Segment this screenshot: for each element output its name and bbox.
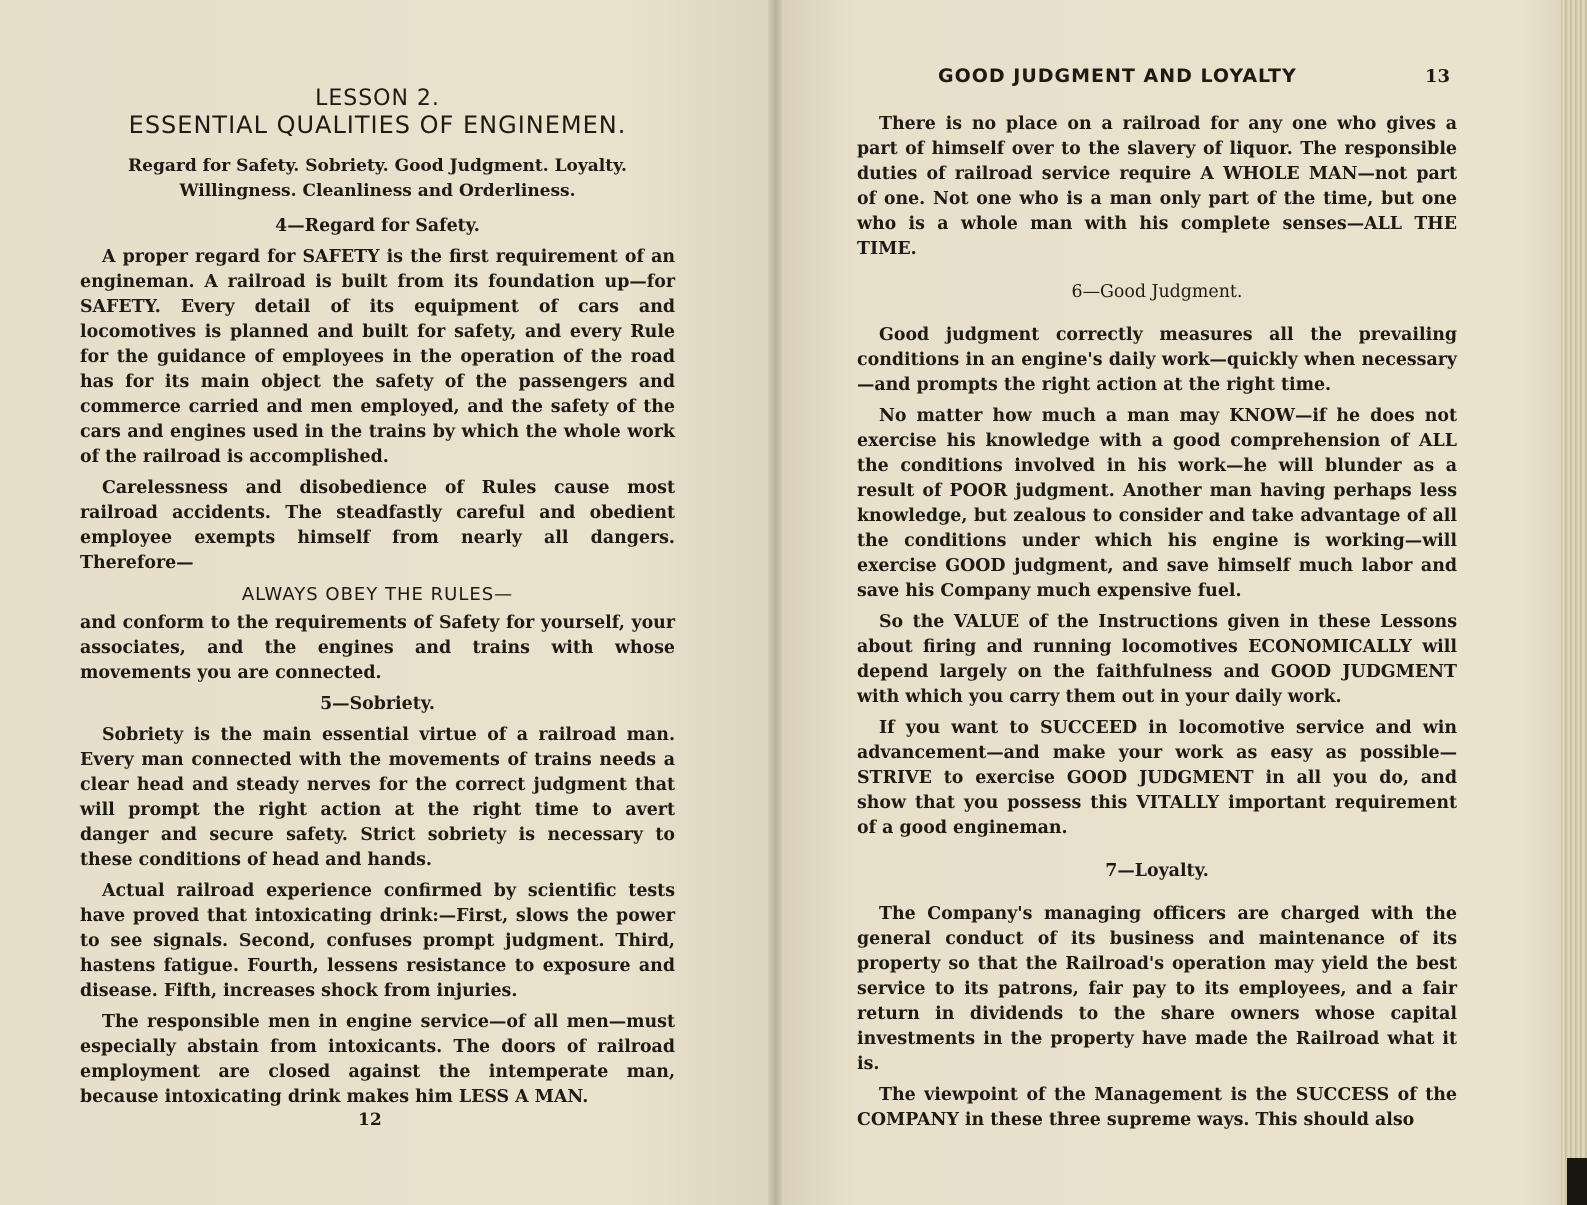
paragraph: There is no place on a railroad for any one who gives a part of himself over to the slavery of liquor. The responsible duties of railroad service require A WHOLE MAN—not part of one. Not one who is a man only part of the time, but one who is a whole man with his complete senses—ALL THE TIME. [857, 114, 1457, 259]
paragraph: Actual railroad experience confirmed by scientific tests have proved that intoxicating drink:—First, slows the power to see signals. Second, confuses prompt judgment. Third, hastens fatigue. Fourth, lessens resistance to exposure and disease. Fifth, increases shock from injuries. [80, 881, 675, 1001]
rules-banner: ALWAYS OBEY THE RULES— [241, 584, 514, 605]
running-head: GOOD JUDGMENT AND LOYALTY [938, 65, 1297, 87]
section-heading-safety: 4—Regard for Safety. [275, 216, 480, 236]
paragraph: No matter how much a man may KNOW—if he does not exercise his knowledge with a good comprehension of ALL the conditions involved in his work—he will blunder as a result of POOR judgment. Another man having perhaps less knowledge, but zealous to consider and take advantage of all the conditions under which his engine is working—will exercise GOOD judgment, and save himself much labor and save his Company much expensive fuel. [857, 406, 1457, 601]
paragraph: If you want to SUCCEED in locomotive service and win advancement—and make your work as easy as possible—STRIVE to exercise GOOD JUDGMENT in all you do, and show that you possess this VITALLY important requirement of a good engineman. [857, 718, 1457, 838]
paragraph: Sobriety is the main essential virtue of a railroad man. Every man connected with the movements of trains needs a clear head and steady nerves for the correct judgment that will prompt the right action at the right time to avert danger and secure safety. Strict sobriety is necessary to these conditions of head and hands. [80, 725, 675, 870]
section-heading-sobriety: 5—Sobriety. [320, 694, 435, 714]
lesson-title: ESSENTIAL QUALITIES OF ENGINEMEN. [128, 111, 627, 139]
paragraph: and conform to the requirements of Safety for yourself, your associates, and the engines and trains with whose movements you are connected. [80, 613, 675, 683]
left-page [0, 0, 775, 1205]
left-page-column [80, 86, 675, 1116]
right-page [775, 0, 1587, 1205]
paragraph: Good judgment correctly measures all the prevailing conditions in an engine's daily work—quickly when necessary—and prompts the right action at the right time. [857, 325, 1457, 395]
page-number-left: 12 [358, 1110, 382, 1130]
lesson-number: LESSON 2. [315, 86, 440, 111]
right-page-column [857, 112, 1457, 1139]
page-edge [1561, 0, 1587, 1205]
section-heading-loyalty: 7—Loyalty. [1105, 861, 1209, 881]
paragraph: Carelessness and disobedience of Rules cause most railroad accidents. The steadfastly careful and obedient employee exempts himself from nearly all dangers. Therefore— [80, 478, 675, 573]
section-heading-good-judgment: 6—Good Judgment. [1071, 282, 1243, 302]
paragraph: A proper regard for SAFETY is the first requirement of an engineman. A railroad is built from its foundation up—for SAFETY. Every detail of its equipment of cars and locomotives is planned and built for safety, and every Rule for the guidance of employees in the operation of the road has for its main object the safety of the passengers and commerce carried and men employed, and the safety of the cars and engines used in the trains by which the whole work of the railroad is accomplished. [80, 247, 675, 467]
subtopics-line-1: Regard for Safety. Sobriety. Good Judgment. Loyalty. [128, 156, 627, 176]
paragraph: So the VALUE of the Instructions given in these Lessons about firing and running locomotives ECONOMICALLY will depend largely on the faithfulness and GOOD JUDGMENT with which you carry them out in your daily work. [857, 612, 1457, 707]
paragraph: The Company's managing officers are charged with the general conduct of its business and maintenance of its property so that the Railroad's operation may yield the best service to its patrons, fair pay to its employees, and a fair return in dividends to the share owners whose capital investments in the property have made the Railroad what it is. [857, 904, 1457, 1074]
subtopics-line-2: Willingness. Cleanliness and Orderliness. [179, 181, 576, 201]
page-number-right: 13 [1425, 66, 1451, 87]
page-corner-shadow [1567, 1158, 1587, 1205]
paragraph: The viewpoint of the Management is the SUCCESS of the COMPANY in these three supreme ways. This should also [857, 1085, 1457, 1130]
paragraph: The responsible men in engine service—of all men—must especially abstain from intoxicants. The doors of railroad employment are closed against the intemperate man, because intoxicating drink makes him LESS A MAN. [80, 1012, 675, 1107]
book-gutter [768, 0, 782, 1205]
